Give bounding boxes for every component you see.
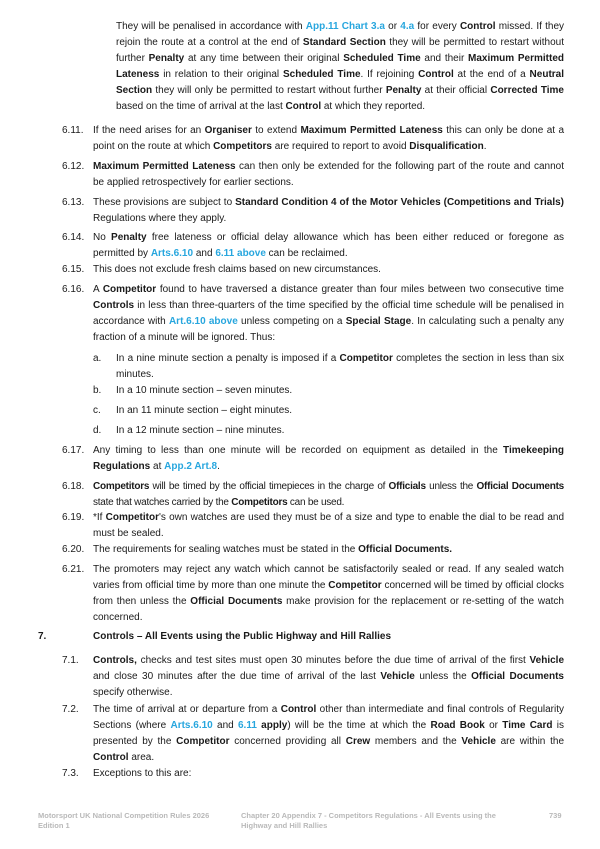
- text-run: for every: [414, 21, 460, 32]
- text-run: unless the: [425, 481, 477, 492]
- bold-term: Officials: [388, 481, 426, 492]
- text-run: In a 12 minute section – nine minutes.: [116, 425, 285, 436]
- bold-term: Competitor: [105, 512, 159, 523]
- text-run: and: [193, 248, 216, 259]
- cross-reference-link[interactable]: 6.11 above: [215, 248, 266, 259]
- text-run: are required to report to avoid: [271, 141, 410, 152]
- text-run: In a 10 minute section – seven minutes.: [116, 385, 293, 396]
- bold-term: Control: [459, 21, 496, 32]
- bold-term: Organiser: [204, 125, 252, 136]
- bold-term: Road Book: [430, 720, 485, 731]
- clause-6-15: 6.15. This does not exclude fresh claims based on new circumstances.: [62, 264, 381, 275]
- text-run: *If: [93, 512, 106, 523]
- text-run: unless the: [414, 671, 472, 682]
- text-run: at the end of a: [453, 69, 530, 80]
- subclause-c: c. In an 11 minute section – eight minutes.: [93, 405, 293, 416]
- text-run: at any time between their original: [184, 53, 344, 64]
- bold-term: Official Documents: [471, 671, 564, 682]
- text-run: this can only be done at a point on the route at which: [93, 125, 565, 152]
- text-run: . If rejoining: [360, 69, 419, 80]
- cross-reference-link[interactable]: Arts.6.10: [170, 720, 213, 731]
- bold-term: Competitors: [213, 141, 272, 152]
- bold-term: Corrected Time: [490, 85, 564, 96]
- paragraph-continuation: [116, 19, 564, 115]
- text-run: free lateness or official delay allowance which has been either reduced or foregone as permitted by: [93, 232, 564, 259]
- cross-reference-link[interactable]: Arts.6.10: [150, 248, 194, 259]
- bold-term: Competitors: [93, 481, 150, 492]
- text-run: they will be permitted to restart without further: [116, 37, 564, 64]
- bold-term: Neutral Section: [116, 69, 564, 96]
- cross-reference-link[interactable]: Art.6.10 above: [168, 316, 238, 327]
- text-run: and their: [420, 53, 469, 64]
- text-run: In a nine minute section a penalty is imposed if a: [116, 353, 340, 364]
- text-run: .: [483, 141, 487, 152]
- bold-term: Timekeeping Regulations: [93, 445, 564, 472]
- text-run: Exceptions to this are:: [93, 768, 192, 779]
- bold-term: Competitors: [231, 497, 288, 508]
- text-run: .: [217, 461, 220, 472]
- bold-term: Vehicle: [529, 655, 564, 666]
- text-run: Any timing to less than one minute will be recorded on equipment as detailed in the: [93, 445, 504, 456]
- text-run: and: [212, 720, 238, 731]
- text-run: concerned providing all: [229, 736, 346, 747]
- text-run: they will only be permitted to restart without further: [152, 85, 386, 96]
- text-run: in less than three-quarters of the time specified by the official time schedule will be penalised in accordance with: [93, 300, 564, 327]
- text-run: missed. If they rejoin the route at a control at the end of: [116, 21, 565, 48]
- cross-reference-link[interactable]: 4.a: [400, 21, 415, 32]
- text-run: found to have traversed a distance greater than four miles between two consecutive time: [156, 284, 564, 295]
- text-run: completes the section in less than six minutes.: [116, 353, 564, 380]
- text-run: checks and test sites must open 30 minutes before the due time of arrival of the first: [136, 655, 530, 666]
- section-7-title: Controls – All Events using the Public Highway and Hill Rallies: [93, 631, 392, 642]
- bold-term: Competitor: [328, 580, 382, 591]
- bold-term: Competitor: [176, 736, 230, 747]
- text-run: specify otherwise.: [93, 687, 173, 698]
- clause-6-14: 6.14. No Penalty free lateness or official delay allowance which has been either reduced or foregone as permitted by Arts.6.10 and 6.11 above can be reclaimed.: [62, 232, 564, 259]
- bold-term: Maximum Permitted Lateness: [116, 53, 564, 80]
- text-run: can be used.: [287, 497, 345, 508]
- bold-term: Special Stage: [345, 316, 412, 327]
- text-run: can then only be extended for the following part of the route and cannot be applied retrospectively for earlier sections.: [93, 161, 564, 188]
- text-run: based on the time of arrival at the last: [116, 101, 286, 112]
- clause-6-12: 6.12. Maximum Permitted Lateness can then only be extended for the following part of the route and cannot be applied retrospectively for earlier sections.: [62, 161, 564, 188]
- subclause-a: a. In a nine minute section a penalty is imposed if a Competitor completes the section in less than six minutes.: [93, 353, 564, 380]
- clause-6-19: 6.19. *If Competitor's own watches are used they must be of a size and type to enable the dial to be read and must be sealed.: [62, 512, 564, 539]
- subclause-b: b. In a 10 minute section – seven minutes.: [93, 385, 293, 396]
- bold-term: Control: [93, 752, 129, 763]
- cross-reference-link[interactable]: 6.11: [237, 720, 257, 731]
- bold-term: Penalty: [111, 232, 147, 243]
- text-run: or: [384, 21, 401, 32]
- section-7-heading: 7. Controls – All Events using the Public Highway and Hill Rallies: [38, 629, 564, 645]
- text-run: The requirements for sealing watches must be stated in the: [93, 544, 359, 555]
- bold-term: Vehicle: [461, 736, 496, 747]
- text-run: or: [484, 720, 503, 731]
- text-run: unless competing on a: [237, 316, 346, 327]
- clause-6-11: 6.11. If the need arises for an Organiser to extend Maximum Permitted Lateness this can only be done at a point on the route at which Competitors are required to report to avoid Disqualification.: [62, 125, 565, 152]
- bold-term: Official Documents: [476, 481, 564, 492]
- text-run: The time of arrival at or departure from a: [93, 704, 281, 715]
- text-run: . In calculating such a penalty any fraction of a minute will be ignored. Thus:: [93, 316, 565, 343]
- clause-7-2: 7.2. The time of arrival at or departure from a Control other than intermediate and final controls of Regularity Sections (where Arts.6.10 and 6.11 apply) will be the time at which the Road Book or Time Card is presented by the Competitor concerned providing all Crew members and the Vehicle are within the Control area.: [62, 704, 565, 763]
- bold-term: Maximum Permitted Lateness: [93, 161, 236, 172]
- text-run: are within the: [495, 736, 565, 747]
- clause-6-17: 6.17. Any timing to less than one minute will be recorded on equipment as detailed in the Timekeeping Regulations at App.2 Art.8.: [62, 445, 564, 472]
- bold-term: Control: [285, 101, 322, 112]
- bold-term: Maximum Permitted Lateness: [300, 125, 443, 136]
- clause-6-16: 6.16. A Competitor found to have traversed a distance greater than four miles between two consecutive time Controls in less than three-quarters of the time specified by the official time schedule will be penalised in accordance with Art.6.10 above unless competing on a Special Stage. In calculating such a penalty any fraction of a minute will be ignored. Thus:: [62, 284, 565, 343]
- text-run: will be timed by the official timepieces in the charge of: [149, 481, 389, 492]
- bold-term: Competitor: [339, 353, 393, 364]
- clause-6-18: 6.18. Competitors will be timed by the official timepieces in the charge of Officials unless the Official Documents state that watches carried by the Competitors can be used.: [62, 481, 564, 508]
- text-run: and close 30 minutes after the due time of arrival of the last: [93, 671, 381, 682]
- bold-term: Vehicle: [380, 671, 415, 682]
- text-run: make provision for the replacement or re-setting of the watch concerned.: [93, 596, 564, 623]
- clause-6-21: 6.21. The promoters may reject any watch which cannot be satisfactorily sealed or read. If any sealed watch varies from official time by more than one minute the Competitor concerned will be timed by official clocks from then unless the Official Documents make provision for the replacement or re-setting of the watch concerned.: [62, 564, 564, 623]
- bold-term: Official Documents: [190, 596, 283, 607]
- footer-page-number: 739: [549, 811, 562, 820]
- bold-term: apply: [256, 720, 288, 731]
- bold-term: Penalty: [148, 53, 185, 64]
- text-run: state that watches carried by the: [93, 497, 232, 508]
- bold-term: Official Documents.: [358, 544, 453, 555]
- bold-term: Competitor: [102, 284, 157, 295]
- clause-6-13: 6.13. These provisions are subject to Standard Condition 4 of the Motor Vehicles (Competitions and Trials) Regulations where they apply.: [62, 197, 565, 224]
- text-run: A: [93, 284, 103, 295]
- bold-term: Scheduled Time: [282, 69, 361, 80]
- bold-term: Scheduled Time: [343, 53, 421, 64]
- text-run: 's own watches are used they must be of a size and type to enable the dial to be read and must be sealed.: [93, 512, 564, 539]
- cross-reference-link[interactable]: App.11 Chart 3.a: [305, 21, 385, 32]
- cross-reference-link[interactable]: App.2 Art.8: [164, 461, 218, 472]
- bold-term: Standard Condition 4 of the Motor Vehicles (Competitions and Trials): [235, 197, 565, 208]
- text-run: If the need arises for an: [93, 125, 205, 136]
- text-run: at: [150, 461, 165, 472]
- text-run: is presented by the: [93, 720, 565, 747]
- text-run: ) will be the time at which the: [287, 720, 431, 731]
- text-run: at their official: [421, 85, 491, 96]
- bold-term: Controls,: [93, 655, 137, 666]
- text-run: Regulations where they apply.: [93, 213, 227, 224]
- bold-term: Disqualification: [409, 141, 484, 152]
- text-run: can be reclaimed.: [265, 248, 348, 259]
- text-run: No: [93, 232, 112, 243]
- text-run: In an 11 minute section – eight minutes.: [116, 405, 293, 416]
- clause-7-3: 7.3. Exceptions to this are:: [62, 768, 192, 779]
- bold-term: Controls: [93, 300, 135, 311]
- text-run: area.: [128, 752, 155, 763]
- text-run: They will be penalised in accordance with: [116, 21, 306, 32]
- text-run: This does not exclude fresh claims based on new circumstances.: [93, 264, 381, 275]
- bold-term: Penalty: [385, 85, 422, 96]
- text-run: concerned will be timed by official clocks from then unless the: [93, 580, 564, 607]
- footer-chapter: Chapter 20 Appendix 7 - Competitors Regulations - All Events using the Highway and Hill Rallies: [241, 811, 496, 830]
- clause-6-20: 6.20. The requirements for sealing watches must be stated in the Official Documents.: [62, 544, 453, 555]
- footer-publication: Motorsport UK National Competition Rules 2026 Edition 1: [38, 811, 210, 830]
- text-run: other than intermediate and final controls of Regularity Sections (where: [93, 704, 564, 731]
- clause-7-1: 7.1. Controls, checks and test sites must open 30 minutes before the due time of arrival of the first Vehicle and close 30 minutes after the due time of arrival of the last Vehicle unless the Official Documents specify otherwise.: [62, 655, 564, 698]
- text-run: These provisions are subject to: [93, 197, 236, 208]
- subclause-d: d. In a 12 minute section – nine minutes.: [93, 425, 285, 436]
- bold-term: Standard Section: [302, 37, 386, 48]
- bold-term: Control: [418, 69, 454, 80]
- bold-term: Crew: [345, 736, 371, 747]
- text-run: in relation to their original: [159, 69, 283, 80]
- text-run: to extend: [251, 125, 301, 136]
- text-run: The promoters may reject any watch which cannot be satisfactorily sealed or read. If any sealed watch varies from official time by more than one minute the: [93, 564, 564, 591]
- bold-term: Control: [280, 704, 317, 715]
- text-run: members and the: [370, 736, 462, 747]
- text-run: at which they reported.: [321, 101, 426, 112]
- bold-term: Time Card: [502, 720, 553, 731]
